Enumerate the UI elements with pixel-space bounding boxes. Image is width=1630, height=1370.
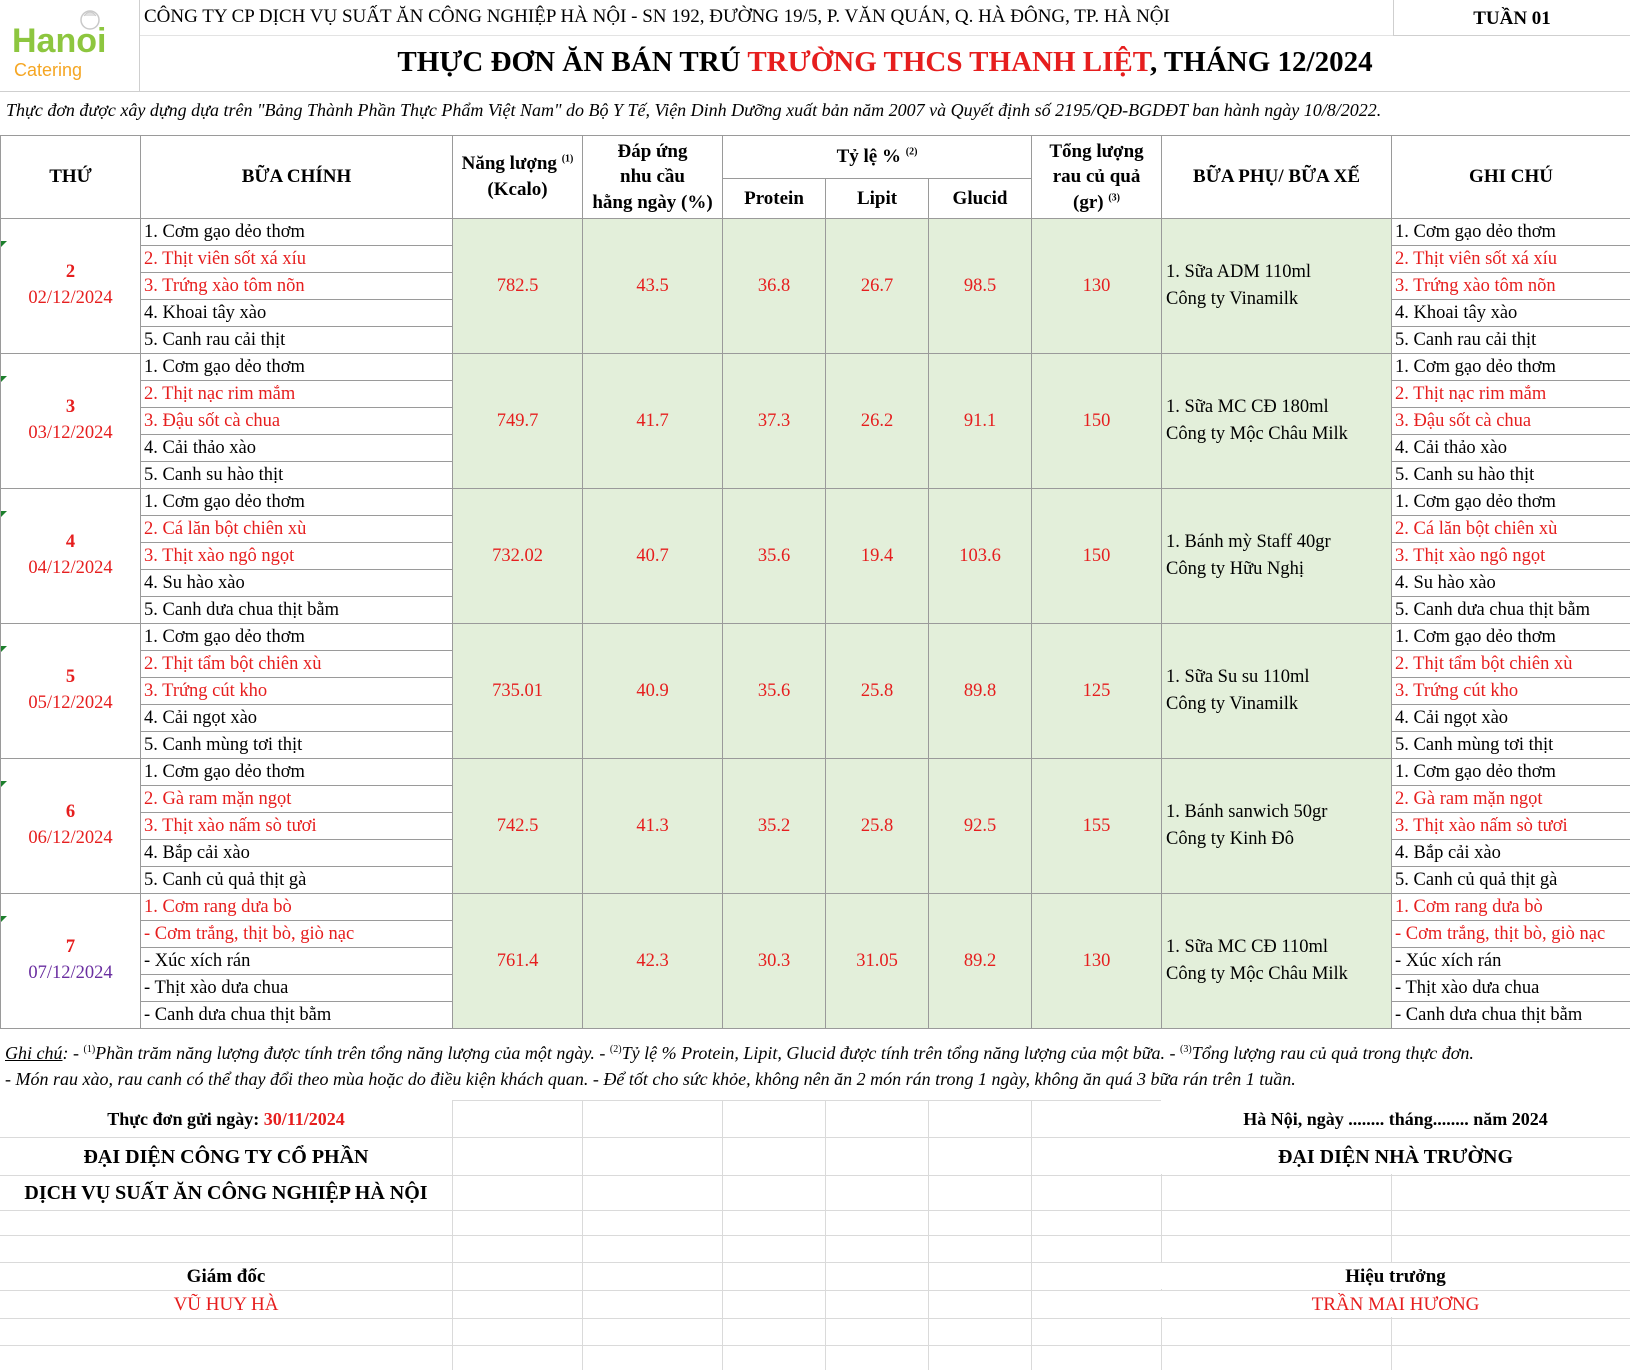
glucid-value[interactable]: 92.5 (929, 759, 1032, 894)
note-dish[interactable]: - Cơm trắng, thịt bò, giò nạc (1392, 921, 1630, 948)
note-dish[interactable]: - Thịt xào dưa chua (1392, 975, 1630, 1002)
main-dish[interactable]: 3. Thịt xào nấm sò tươi (141, 813, 453, 840)
snack-item: 1. Sữa MC CĐ 180ml (1166, 397, 1329, 418)
main-dish[interactable]: 2. Thịt tẩm bột chiên xù (141, 651, 453, 678)
logo-graphic (0, 0, 140, 92)
main-dish[interactable]: 1. Cơm rang dưa bò (141, 894, 453, 921)
comment-marker-icon (1, 511, 7, 517)
note-dish[interactable]: 1. Cơm gạo dẻo thơm (1392, 219, 1630, 246)
comment-marker-icon (1, 781, 7, 787)
protein-value[interactable]: 30.3 (723, 894, 826, 1029)
col-header-glucid: Glucid (929, 179, 1032, 219)
glucid-value[interactable]: 103.6 (929, 489, 1032, 624)
menu-body (1, 219, 1630, 1029)
main-dish[interactable]: 5. Canh dưa chua thịt bằm (141, 597, 453, 624)
demand-value[interactable]: 41.7 (583, 354, 723, 489)
main-dish[interactable]: 5. Canh rau cải thịt (141, 327, 453, 354)
table-row (1, 354, 1630, 381)
note-dish[interactable]: 2. Thịt tẩm bột chiên xù (1392, 651, 1630, 678)
snack-cell[interactable] (1162, 624, 1392, 759)
day-cell (1, 624, 141, 759)
day-cell (1, 894, 141, 1029)
main-dish[interactable]: 2. Thịt nạc rim mắm (141, 381, 453, 408)
protein-value[interactable]: 35.6 (723, 489, 826, 624)
glucid-value[interactable]: 91.1 (929, 354, 1032, 489)
day-date: 07/12/2024 (28, 963, 113, 983)
menu-table (0, 135, 1630, 1029)
logo-subword: Catering (14, 60, 83, 80)
title-part1: THỰC ĐƠN ĂN BÁN TRÚ (397, 46, 748, 78)
title-part2: , THÁNG 12/2024 (1149, 46, 1373, 78)
main-dish[interactable]: - Cơm trắng, thịt bò, giò nạc (141, 921, 453, 948)
snack-cell[interactable] (1162, 489, 1392, 624)
logo-wordmark: Hanoi (12, 22, 107, 60)
note-dish[interactable]: 5. Canh rau cải thịt (1392, 327, 1630, 354)
lipit-value[interactable]: 26.2 (826, 354, 929, 489)
col-header-note: GHI CHÚ (1392, 136, 1630, 219)
note-dish[interactable]: 1. Cơm gạo dẻo thơm (1392, 354, 1630, 381)
footnote-label: Ghi chú (5, 1043, 63, 1063)
main-dish[interactable]: 1. Cơm gạo dẻo thơm (141, 759, 453, 786)
day-date: 02/12/2024 (28, 288, 113, 308)
lipit-value[interactable]: 25.8 (826, 759, 929, 894)
main-dish[interactable]: 2. Thịt viên sốt xá xíu (141, 246, 453, 273)
snack-supplier: Công ty Mộc Châu Milk (1166, 424, 1348, 444)
main-dish[interactable]: 3. Thịt xào ngô ngọt (141, 543, 453, 570)
lipit-value[interactable]: 25.8 (826, 624, 929, 759)
note-dish[interactable]: 5. Canh dưa chua thịt bằm (1392, 597, 1630, 624)
week-label: TUẦN 01 (1393, 0, 1630, 36)
veg-value[interactable]: 155 (1032, 759, 1162, 894)
table-row (1, 489, 1630, 516)
intro-text: Thực đơn được xây dựng dựa trên "Bảng Thành Phần Thực Phẩm Việt Nam" do Bộ Y Tế, Viện Dinh Dưỡng xuất bản năm 2007 và Quyết định số 2195/QĐ-BGDĐT ban hành ngày 10/8/2022. (6, 100, 1382, 120)
main-dish[interactable]: 2. Gà ram mặn ngọt (141, 786, 453, 813)
main-dish[interactable]: 3. Trứng cút kho (141, 678, 453, 705)
veg-value[interactable]: 150 (1032, 489, 1162, 624)
veg-value[interactable]: 130 (1032, 894, 1162, 1029)
snack-cell[interactable] (1162, 219, 1392, 354)
main-dish[interactable]: 4. Cải thảo xào (141, 435, 453, 462)
main-dish[interactable]: 5. Canh củ quả thịt gà (141, 867, 453, 894)
main-dish[interactable]: 4. Su hào xào (141, 570, 453, 597)
note-dish[interactable]: 1. Cơm gạo dẻo thơm (1392, 489, 1630, 516)
note-dish[interactable]: 2. Gà ram mặn ngọt (1392, 786, 1630, 813)
snack-item: 1. Sữa ADM 110ml (1166, 262, 1312, 283)
main-dish[interactable]: 1. Cơm gạo dẻo thơm (141, 354, 453, 381)
day-number: 6 (65, 802, 76, 823)
note-dish[interactable]: 4. Bắp cải xào (1392, 840, 1630, 867)
snack-item: 1. Bánh sanwich 50gr (1166, 802, 1328, 823)
principal-name: TRẦN MAI HƯƠNG (1161, 1291, 1630, 1317)
energy-value[interactable]: 742.5 (453, 759, 583, 894)
note-dish[interactable]: 4. Khoai tây xào (1392, 300, 1630, 327)
main-dish[interactable]: 1. Cơm gạo dẻo thơm (141, 219, 453, 246)
main-dish[interactable]: 1. Cơm gạo dẻo thơm (141, 624, 453, 651)
note-dish[interactable]: 1. Cơm rang dưa bò (1392, 894, 1630, 921)
note-dish[interactable]: 2. Thịt nạc rim mắm (1392, 381, 1630, 408)
note-dish[interactable]: 3. Trứng cút kho (1392, 678, 1630, 705)
note-dish[interactable]: 2. Thịt viên sốt xá xíu (1392, 246, 1630, 273)
snack-supplier: Công ty Vinamilk (1166, 289, 1299, 309)
day-date: 05/12/2024 (28, 693, 113, 713)
snack-item: 1. Sữa Su su 110ml (1166, 667, 1310, 688)
title-school: TRƯỜNG THCS THANH LIỆT (747, 46, 1150, 78)
logo (0, 0, 140, 92)
school-rep: ĐẠI DIỆN NHÀ TRƯỜNG (1161, 1138, 1630, 1174)
day-number: 4 (65, 532, 76, 553)
table-row (1, 759, 1630, 786)
glucid-value[interactable]: 89.8 (929, 624, 1032, 759)
comment-marker-icon (1, 376, 7, 382)
energy-value[interactable]: 735.01 (453, 624, 583, 759)
director-title: Giám đốc (0, 1263, 452, 1289)
snack-supplier: Công ty Kinh Đô (1166, 829, 1294, 849)
main-dish[interactable]: - Thịt xào dưa chua (141, 975, 453, 1002)
comment-marker-icon (1, 646, 7, 652)
energy-value[interactable]: 749.7 (453, 354, 583, 489)
main-dish[interactable]: 1. Cơm gạo dẻo thơm (141, 489, 453, 516)
veg-value[interactable]: 125 (1032, 624, 1162, 759)
main-dish[interactable]: 2. Cá lăn bột chiên xù (141, 516, 453, 543)
snack-cell[interactable] (1162, 759, 1392, 894)
demand-value[interactable]: 43.5 (583, 219, 723, 354)
demand-value[interactable]: 42.3 (583, 894, 723, 1029)
day-cell (1, 489, 141, 624)
director-name: VŨ HUY HÀ (0, 1291, 452, 1317)
lipit-value[interactable]: 31.05 (826, 894, 929, 1029)
day-number: 7 (65, 937, 76, 958)
demand-value[interactable]: 41.3 (583, 759, 723, 894)
note-dish[interactable]: - Canh dưa chua thịt bằm (1392, 1002, 1630, 1029)
main-dish[interactable]: 5. Canh su hào thịt (141, 462, 453, 489)
protein-value[interactable]: 36.8 (723, 219, 826, 354)
main-dish[interactable]: - Canh dưa chua thịt bằm (141, 1002, 453, 1029)
col-header-ratio: Tỷ lệ % $^{(2)}$ (723, 136, 1032, 179)
col-header-protein: Protein (723, 179, 826, 219)
lipit-value[interactable]: 26.7 (826, 219, 929, 354)
note-dish[interactable]: 1. Cơm gạo dẻo thơm (1392, 759, 1630, 786)
col-header-veg: Tổng lượng rau củ quả (gr) $^{(3)}$ (1032, 136, 1162, 219)
comment-marker-icon (1, 241, 7, 247)
note-dish[interactable]: 5. Canh su hào thịt (1392, 462, 1630, 489)
snack-supplier: Công ty Vinamilk (1166, 694, 1299, 714)
day-date: 03/12/2024 (28, 423, 113, 443)
snack-item: 1. Sữa MC CĐ 110ml (1166, 937, 1328, 958)
main-dish[interactable]: 4. Cải ngọt xào (141, 705, 453, 732)
page-title (140, 36, 1630, 92)
company-rep-line1: ĐẠI DIỆN CÔNG TY CỔ PHẦN (0, 1138, 452, 1174)
footnote-line-1: Ghi chú: - $^{(1)}$Phần trăm năng lượng được tính trên tổng năng lượng của một ngày. - $^{(2)}$Tỷ lệ % Protein, Lipit, Glucid được tính trên tổng năng lượng của một bữa. - $^{(3)}$Tổng lượng rau củ quả trong thực đơn. (5, 1043, 1474, 1063)
note-dish[interactable]: 4. Cải thảo xào (1392, 435, 1630, 462)
principal-title: Hiệu trưởng (1161, 1263, 1630, 1289)
col-header-main: BỮA CHÍNH (141, 136, 453, 219)
energy-value[interactable]: 782.5 (453, 219, 583, 354)
main-dish[interactable]: 3. Đậu sốt cà chua (141, 408, 453, 435)
day-date: 04/12/2024 (28, 558, 113, 578)
day-date: 06/12/2024 (28, 828, 113, 848)
note-dish[interactable]: 5. Canh củ quả thịt gà (1392, 867, 1630, 894)
col-header-snack: BỮA PHỤ/ BỮA XẾ (1162, 136, 1392, 219)
footnote-line-2: - Món rau xào, rau canh có thể thay đổi theo mùa hoặc do điều kiện khách quan. - Để tốt cho sức khỏe, không nên ăn 2 món rán trong 1 ngày, không ăn quá 3 bữa rán trên 1 tuần. (5, 1069, 1296, 1089)
day-cell (1, 219, 141, 354)
note-dish[interactable]: 5. Canh mùng tơi thịt (1392, 732, 1630, 759)
glucid-value[interactable]: 98.5 (929, 219, 1032, 354)
col-header-day: THỨ (1, 136, 141, 219)
main-dish[interactable]: 3. Trứng xào tôm nõn (141, 273, 453, 300)
note-dish[interactable]: 3. Trứng xào tôm nõn (1392, 273, 1630, 300)
sent-date: Thực đơn gửi ngày: 30/11/2024 (0, 1100, 452, 1137)
note-dish[interactable]: 2. Cá lăn bột chiên xù (1392, 516, 1630, 543)
col-header-demand: Đáp ứng nhu cầu hằng ngày (%) (583, 136, 723, 219)
note-dish[interactable]: 3. Thịt xào ngô ngọt (1392, 543, 1630, 570)
protein-value[interactable]: 37.3 (723, 354, 826, 489)
snack-cell[interactable] (1162, 894, 1392, 1029)
place-date: Hà Nội, ngày ........ tháng........ năm 2024 (1161, 1100, 1630, 1137)
company-info: CÔNG TY CP DỊCH VỤ SUẤT ĂN CÔNG NGHIỆP HÀ NỘI - SN 192, ĐƯỜNG 19/5, P. VĂN QUÁN, Q. HÀ ĐÔNG, TP. HÀ NỘI (140, 0, 1393, 36)
table-row (1, 624, 1630, 651)
table-row (1, 894, 1630, 921)
day-number: 2 (65, 262, 76, 283)
day-number: 3 (65, 397, 76, 418)
main-dish[interactable]: 5. Canh mùng tơi thịt (141, 732, 453, 759)
demand-value[interactable]: 40.7 (583, 489, 723, 624)
col-header-lipit: Lipit (826, 179, 929, 219)
main-dish[interactable]: - Xúc xích rán (141, 948, 453, 975)
energy-value[interactable]: 732.02 (453, 489, 583, 624)
snack-item: 1. Bánh mỳ Staff 40gr (1166, 532, 1331, 553)
note-dish[interactable]: 4. Cải ngọt xào (1392, 705, 1630, 732)
day-cell (1, 354, 141, 489)
protein-value[interactable]: 35.2 (723, 759, 826, 894)
main-dish[interactable]: 4. Khoai tây xào (141, 300, 453, 327)
note-dish[interactable]: 4. Su hào xào (1392, 570, 1630, 597)
energy-value[interactable]: 761.4 (453, 894, 583, 1029)
protein-value[interactable]: 35.6 (723, 624, 826, 759)
day-number: 5 (65, 667, 76, 688)
note-dish[interactable]: - Xúc xích rán (1392, 948, 1630, 975)
main-dish[interactable]: 4. Bắp cải xào (141, 840, 453, 867)
note-dish[interactable]: 3. Thịt xào nấm sò tươi (1392, 813, 1630, 840)
company-rep-line2: DỊCH VỤ SUẤT ĂN CÔNG NGHIỆP HÀ NỘI (0, 1176, 452, 1210)
demand-value[interactable]: 40.9 (583, 624, 723, 759)
snack-supplier: Công ty Hữu Nghị (1166, 559, 1305, 579)
veg-value[interactable]: 150 (1032, 354, 1162, 489)
snack-supplier: Công ty Mộc Châu Milk (1166, 964, 1348, 984)
comment-marker-icon (1, 916, 7, 922)
day-cell (1, 759, 141, 894)
glucid-value[interactable]: 89.2 (929, 894, 1032, 1029)
lipit-value[interactable]: 19.4 (826, 489, 929, 624)
note-dish[interactable]: 3. Đậu sốt cà chua (1392, 408, 1630, 435)
note-dish[interactable]: 1. Cơm gạo dẻo thơm (1392, 624, 1630, 651)
table-row (1, 219, 1630, 246)
veg-value[interactable]: 130 (1032, 219, 1162, 354)
snack-cell[interactable] (1162, 354, 1392, 489)
col-header-energy: Năng lượng $^{(1)}$ (Kcalo) (453, 136, 583, 219)
